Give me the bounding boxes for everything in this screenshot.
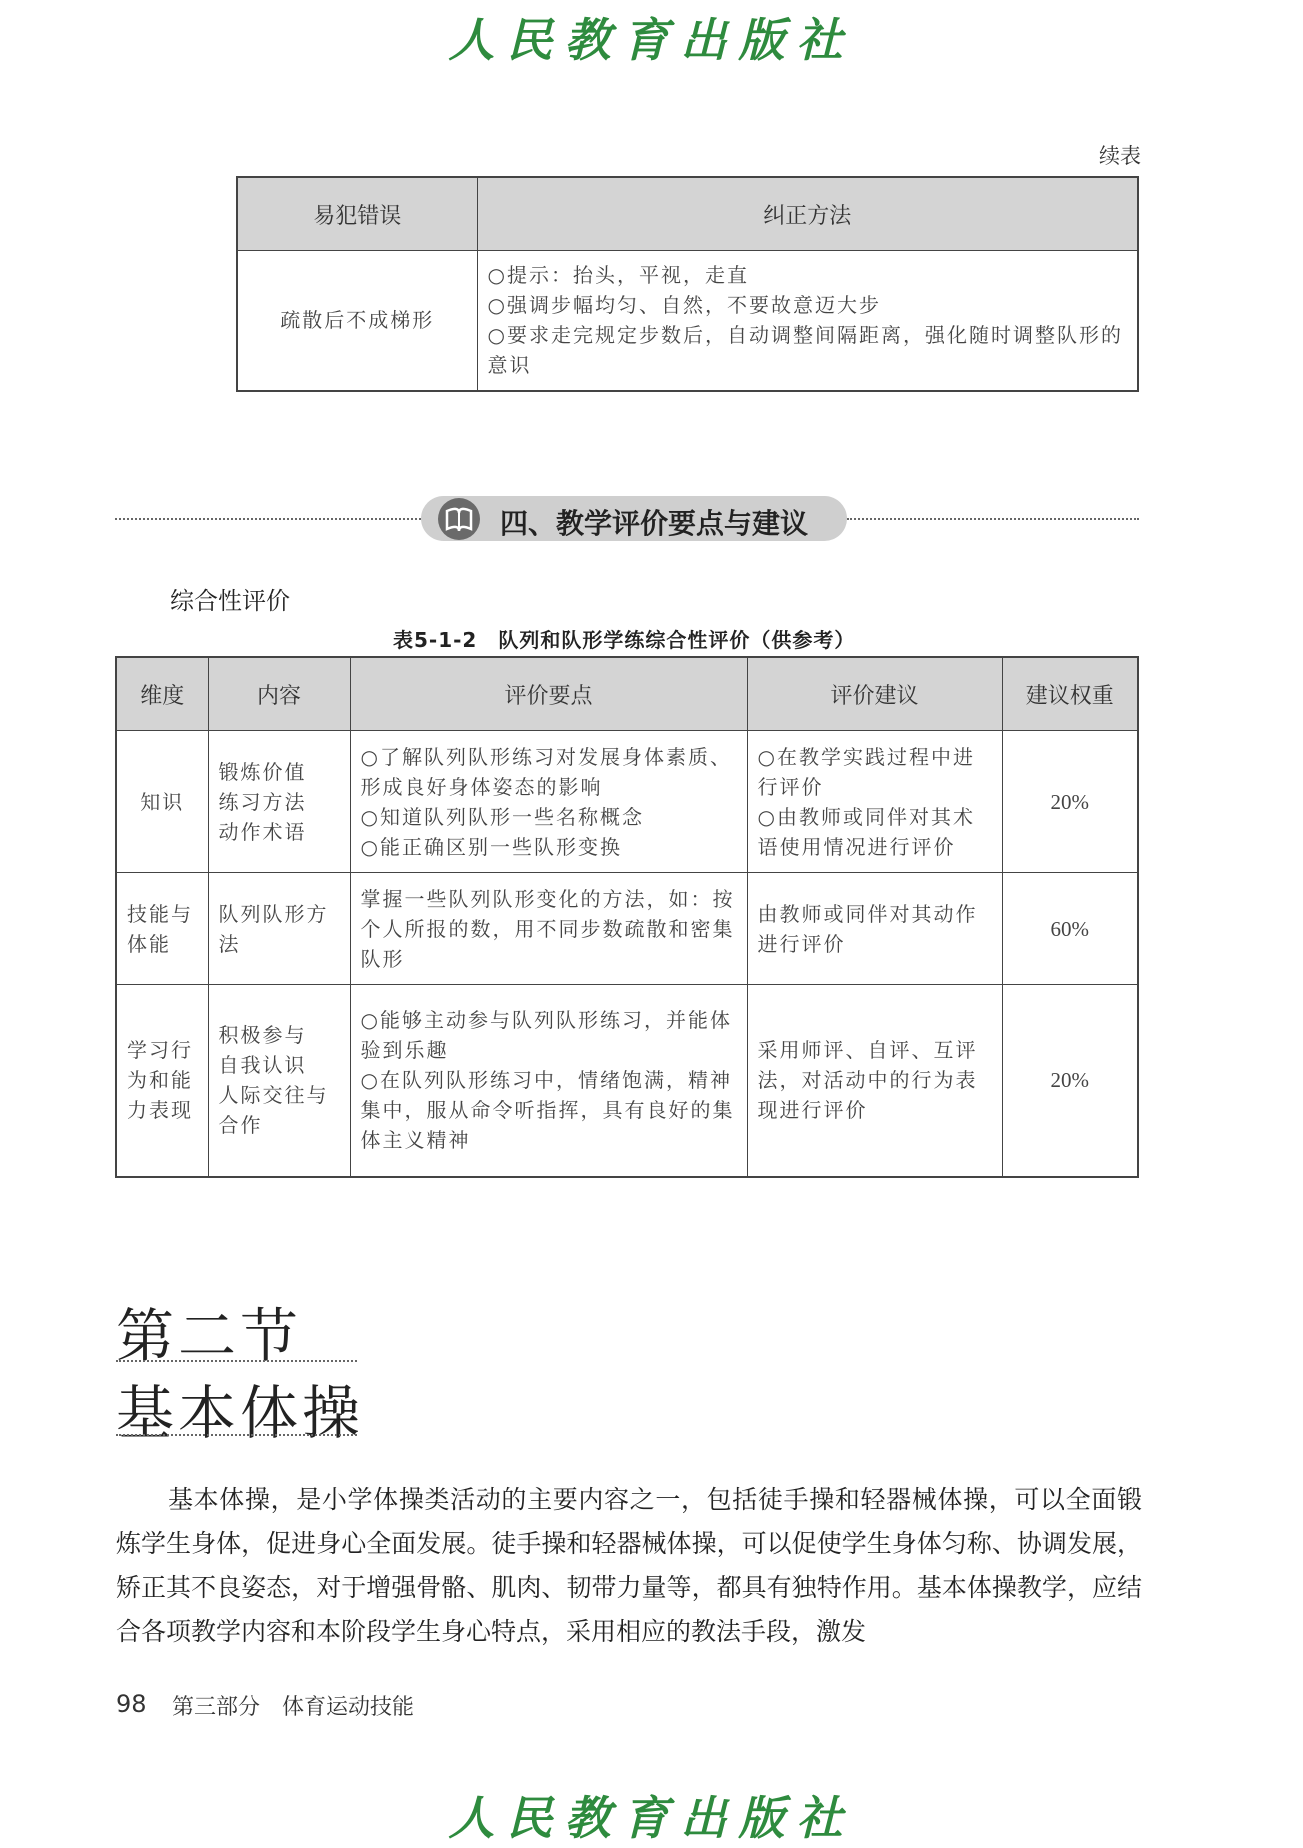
table2-header-advice: 评价建议 xyxy=(747,657,1002,731)
evaluation-table xyxy=(115,656,1139,1178)
errors-table xyxy=(236,176,1139,392)
section-title: 基本体操 xyxy=(116,1379,365,1447)
section-number: 第二节 xyxy=(116,1302,303,1370)
table-row xyxy=(116,731,1138,873)
dimension-cell: 学习行为和能力表现 xyxy=(116,985,208,1177)
table2-header-points: 评价要点 xyxy=(350,657,747,731)
weight-cell: 20% xyxy=(1002,985,1138,1177)
table-row xyxy=(116,985,1138,1177)
weight-cell: 20% xyxy=(1002,731,1138,873)
advice-cell: ○在教学实践过程中进行评价 ○由教师或同伴对其术语使用情况进行评价 xyxy=(747,731,1002,873)
page-number: 98 xyxy=(116,1690,147,1718)
content-cell: 锻炼价值 练习方法 动作术语 xyxy=(208,731,350,873)
table2-header-dimension: 维度 xyxy=(116,657,208,731)
points-cell: 掌握一些队列队形变化的方法，如：按个人所报的数，用不同步数疏散和密集队形 xyxy=(350,873,747,985)
section-underline xyxy=(116,1434,357,1436)
book-icon xyxy=(438,498,480,540)
table-row xyxy=(237,251,1138,391)
continued-label: 续表 xyxy=(1099,144,1141,168)
advice-cell: 由教师或同伴对其动作进行评价 xyxy=(747,873,1002,985)
body-paragraph: 基本体操，是小学体操类活动的主要内容之一，包括徒手操和轻器械体操，可以全面锻炼学生身体，促进身心全面发展。徒手操和轻器械体操，可以促使学生身体匀称、协调发展，矫正其不良姿态，对于增强骨骼、肌肉、韧带力量等，都具有独特作用。基本体操教学，应结合各项教学内容和本阶段学生身心特点，采用相应的教法手段，激发 xyxy=(116,1485,1142,1646)
points-cell: ○能够主动参与队列队形练习，并能体验到乐趣 ○在队列队形练习中，情绪饱满，精神集中，服从命令听指挥，具有良好的集体主义精神 xyxy=(350,985,747,1177)
dotted-divider-right xyxy=(847,518,1139,520)
dotted-divider-left xyxy=(115,518,421,520)
section-underline xyxy=(116,1360,357,1362)
dimension-cell: 技能与体能 xyxy=(116,873,208,985)
table1-error-cell: 疏散后不成梯形 xyxy=(237,251,477,391)
content-cell: 积极参与 自我认识 人际交往与合作 xyxy=(208,985,350,1177)
footer-section: 第三部分 体育运动技能 xyxy=(172,1695,415,1720)
section4-title: 四、教学评价要点与建议 xyxy=(500,507,809,540)
table-row xyxy=(116,873,1138,985)
weight-cell: 60% xyxy=(1002,873,1138,985)
content-cell: 队列队形方法 xyxy=(208,873,350,985)
table1-header-method: 纠正方法 xyxy=(477,177,1138,251)
table2-header-weight: 建议权重 xyxy=(1002,657,1138,731)
publisher-logo-top: 人民教育出版社 xyxy=(448,13,855,67)
points-cell: ○了解队列队形练习对发展身体素质、形成良好身体姿态的影响 ○知道队列队形一些名称概念 ○能正确区别一些队形变换 xyxy=(350,731,747,873)
table1-method-cell: ○提示：抬头，平视，走直 ○强调步幅均匀、自然，不要故意迈大步 ○要求走完规定步数后，自动调整间隔距离，强化随时调整队形的意识 xyxy=(477,251,1138,391)
table2-caption: 表5-1-2 队列和队形学练综合性评价（供参考） xyxy=(393,628,856,652)
advice-cell: 采用师评、自评、互评法，对活动中的行为表现进行评价 xyxy=(747,985,1002,1177)
dimension-cell: 知识 xyxy=(116,731,208,873)
table2-header-content: 内容 xyxy=(208,657,350,731)
subheading: 综合性评价 xyxy=(170,587,290,615)
table1-header-error: 易犯错误 xyxy=(237,177,477,251)
publisher-logo-bottom: 人民教育出版社 xyxy=(448,1791,855,1845)
